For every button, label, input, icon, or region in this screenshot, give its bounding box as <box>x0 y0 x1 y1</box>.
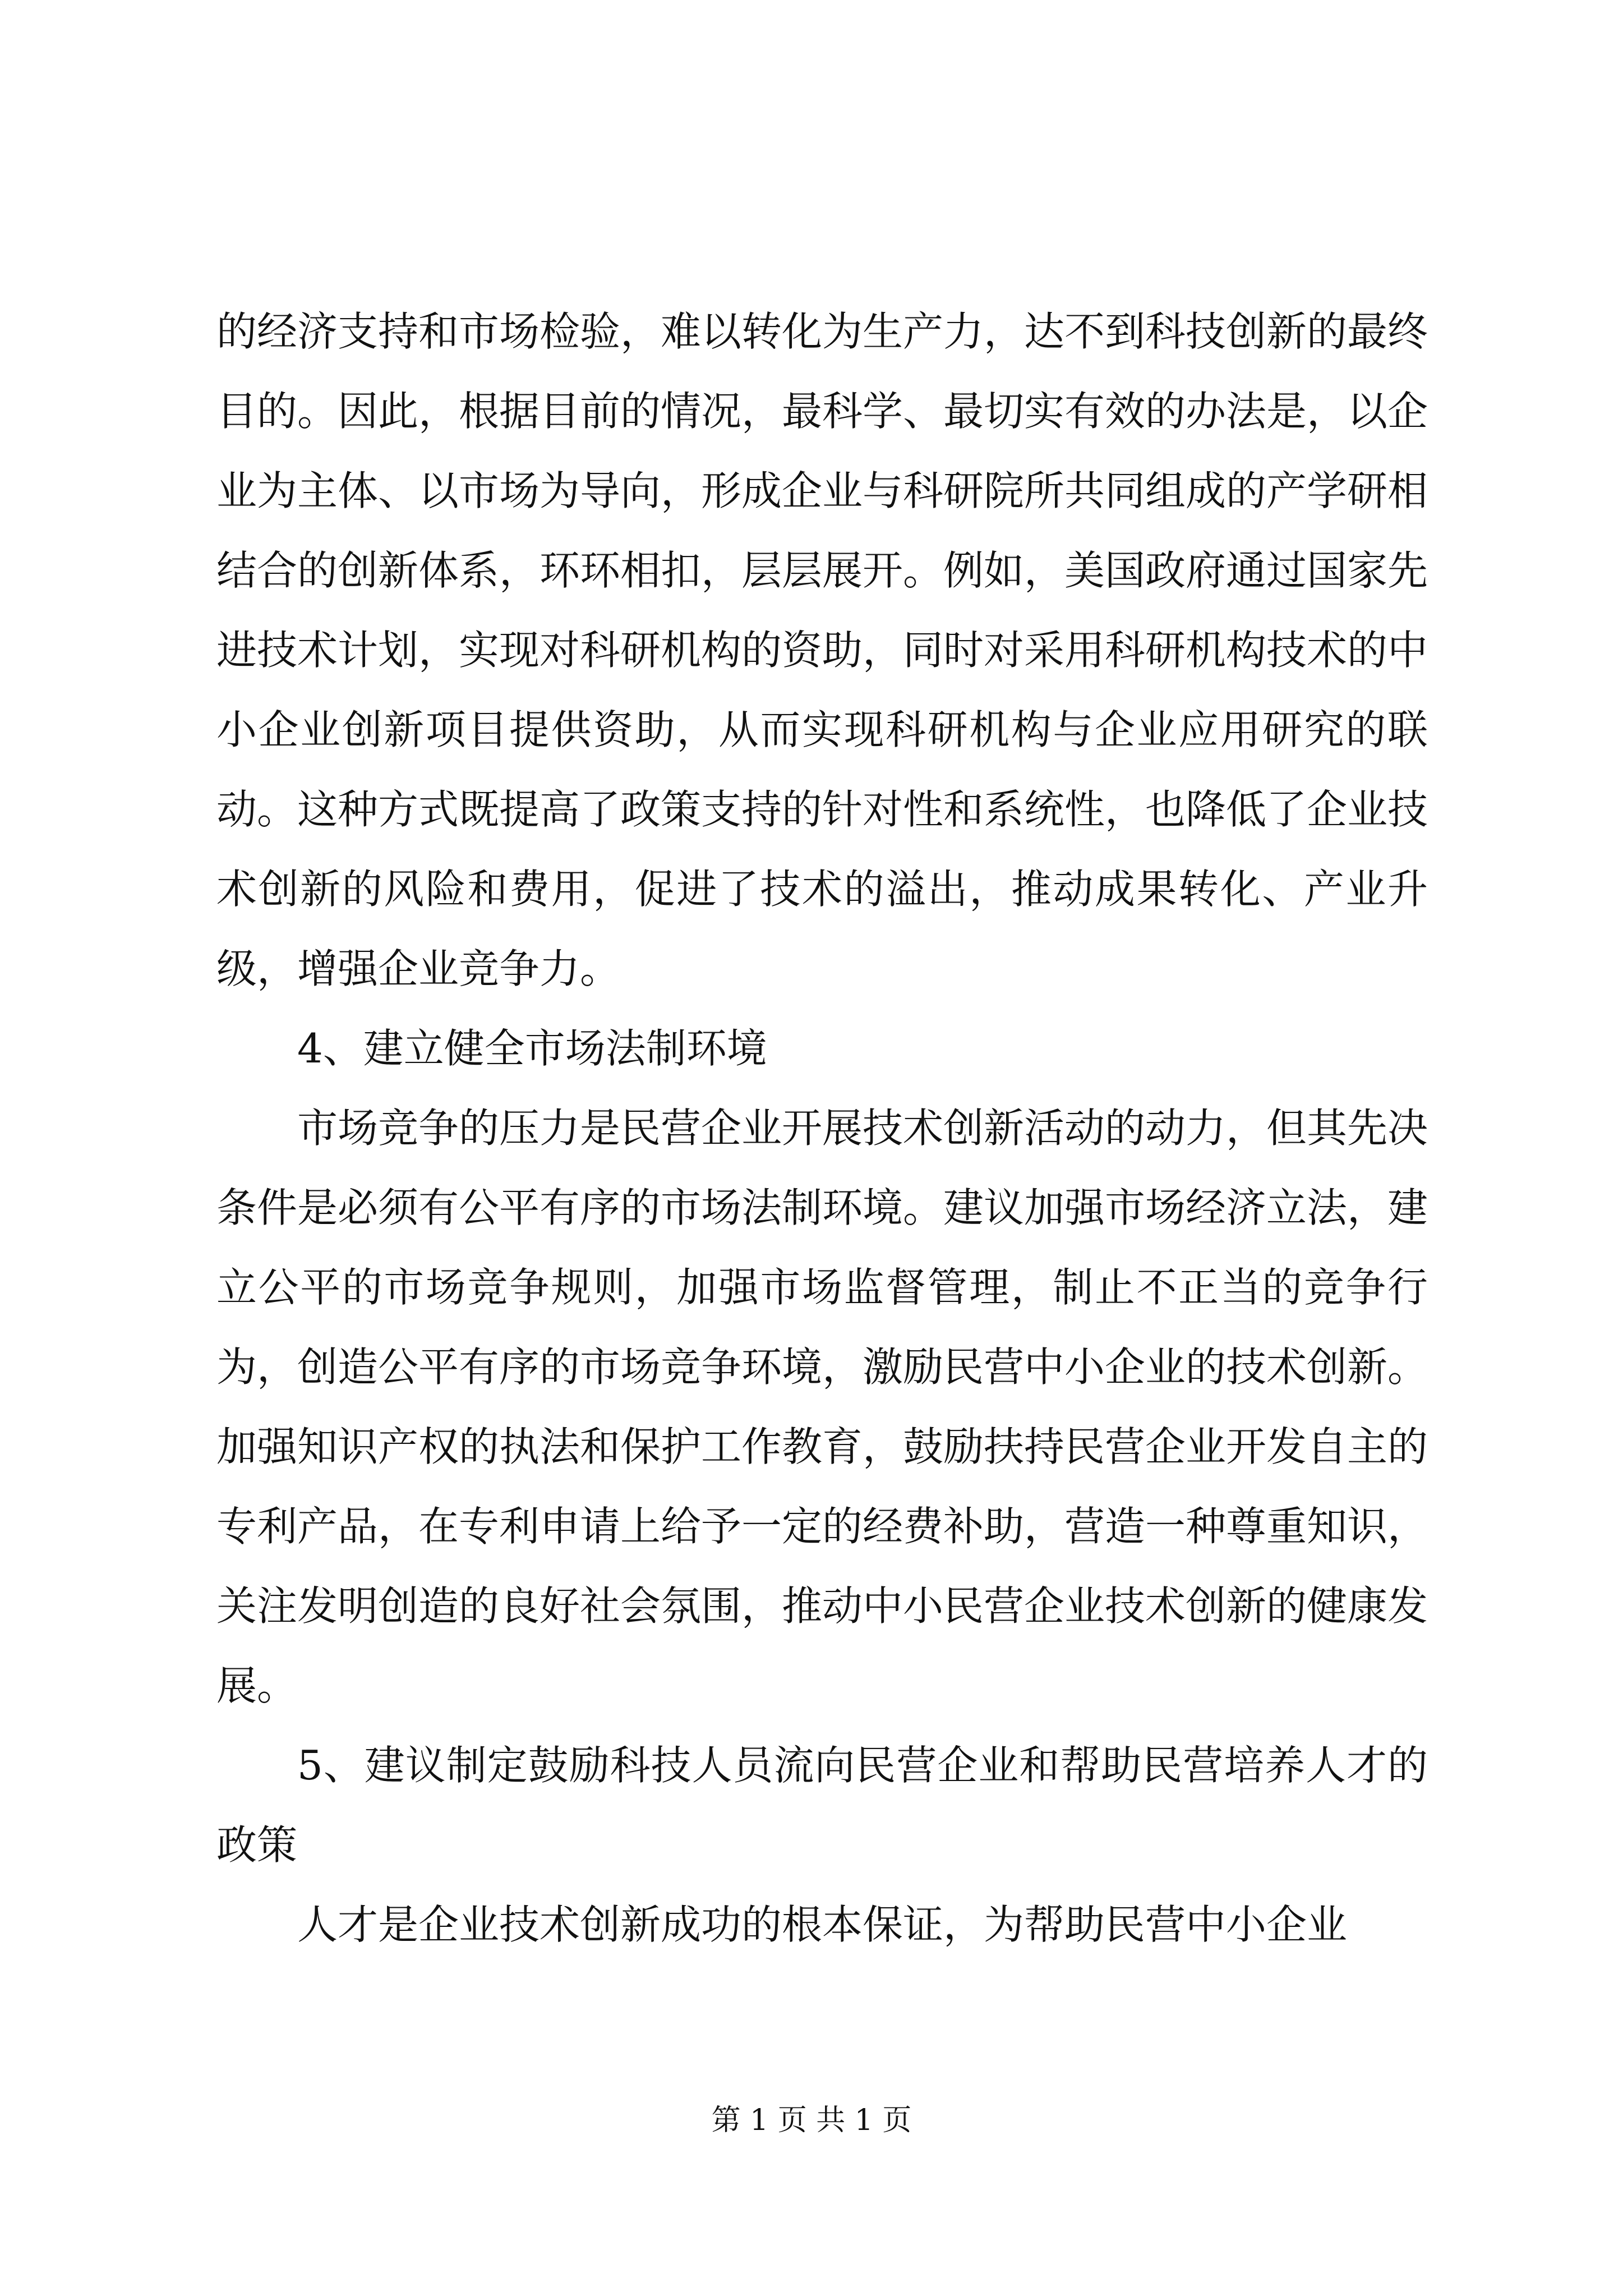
document-body <box>216 292 1428 1964</box>
paragraph-talent: 人才是企业技术创新成功的根本保证，为帮助民营中小企业 <box>297 1901 1348 1948</box>
section-heading-5: 5、建议制定鼓励科技人员流向民营企业和帮助民营培养人才的政策 <box>216 1742 1428 1869</box>
paragraph-market-legal-environment: 市场竞争的压力是民营企业开展技术创新活动的动力，但其先决条件是必须有公平有序的市场法制环境。建议加强市场经济立法，建立公平的市场竞争规则，加强市场监督管理，制止不正当的竞争行为，创造公平有序的市场竞争环境，激励民营中小企业的技术创新。加强知识产权的执法和保护工作教育，鼓励扶持民营企业开发自主的专利产品，在专利申请上给予一定的经费补助，营造一种尊重知识，关注发明创造的良好社会氛围，推动中小民营企业技术创新的健康发展。 <box>216 1105 1428 1709</box>
paragraph-continuation: 的经济支持和市场检验，难以转化为生产力，达不到科技创新的最终目的。因此，根据目前的情况，最科学、最切实有效的办法是，以企业为主体、以市场为导向，形成企业与科研院所共同组成的产学研相结合的创新体系，环环相扣，层层展开。例如，美国政府通过国家先进技术计划，实现对科研机构的资助，同时对采用科研机构技术的中小企业创新项目提供资助，从而实现科研机构与企业应用研究的联动。这种方式既提高了政策支持的针对性和系统性，也降低了企业技术创新的风险和费用，促进了技术的溢出，推动成果转化、产业升级，增强企业竞争力。 <box>216 308 1428 992</box>
page-footer: 第 1 页 共 1 页 <box>711 2104 912 2137</box>
section-heading-4: 4、建立健全市场法制环境 <box>297 1025 767 1072</box>
